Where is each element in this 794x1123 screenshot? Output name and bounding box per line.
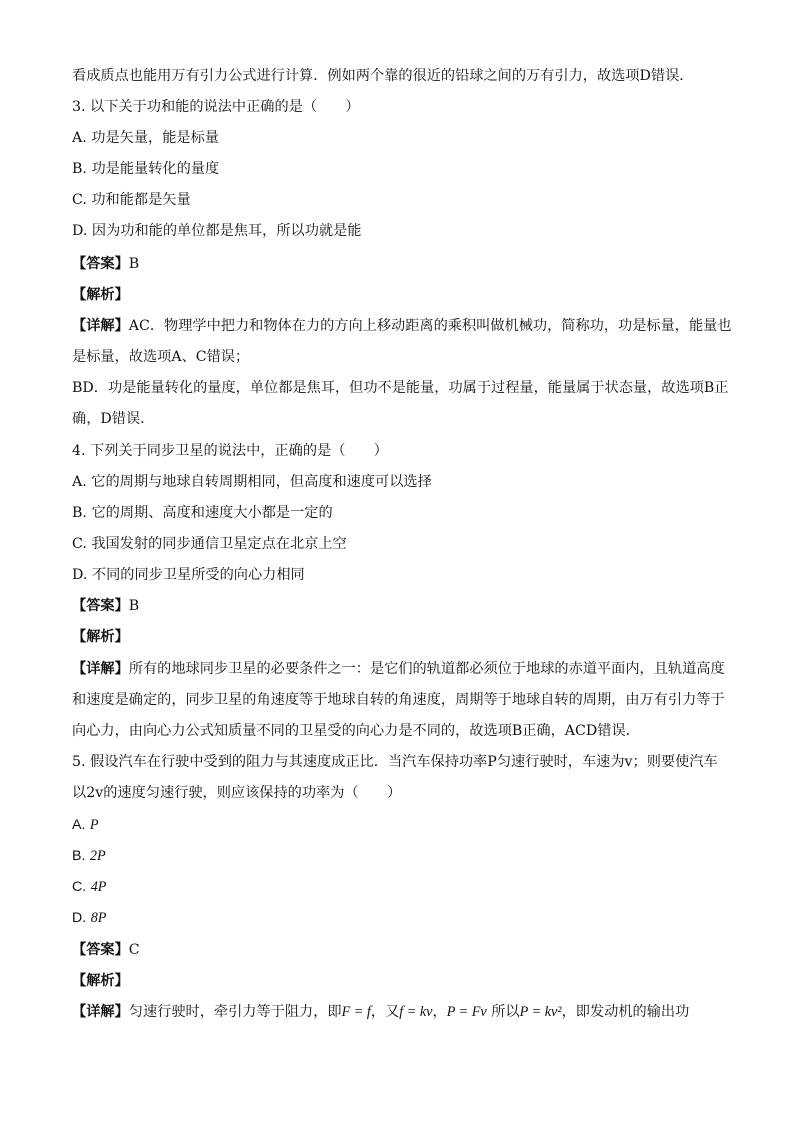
option-value: 8P [90,910,107,926]
q4-detail-line-3: 向心力，由向心力公式知质量不同的卫星受的向心力是不同的，故选项B正确，ACD错误． [72,723,640,739]
q3-detail-line-3: BD．功是能量转化的量度，单位都是焦耳，但功不是能量，功属于过程量，能量属于状态量，故选项B正 [72,380,729,396]
q3-option-c: C. 功和能都是矢量 [72,192,191,208]
q4-analysis-tag [72,627,734,647]
detail-tag: 【详解】 [72,1004,129,1020]
q4-stem: 4. 下列关于同步卫星的说法中，正确的是（ ） [72,443,388,459]
detail-text: ，即发动机的输出功 [561,1004,690,1020]
answer-tag: 【答案】 [72,598,129,614]
q4-answer [72,596,734,616]
q4-option-d: D. 不同的同步卫星所受的向心力相同 [72,567,305,583]
q5-analysis-tag [72,971,734,991]
option-label: B. [72,848,86,864]
q3-option-d: D. 因为功和能的单位都是焦耳，所以功就是能 [72,223,362,239]
q4-detail-line-1 [72,659,734,679]
q3-detail-line-1 [72,316,734,336]
q5-option-d [72,908,734,928]
q5-option-b [72,846,734,866]
q3-answer [72,254,734,274]
q5-option-c [72,877,734,897]
option-label: D. [72,910,87,926]
equation-f-equals-kv: f = kv [399,1004,433,1020]
answer-value: C [128,942,140,958]
detail-text: AC．物理学中把力和物体在力的方向上移动距离的乘积叫做机械功，简称功，功是标量，能量也 [128,318,732,334]
q3-option-a: A. 功是矢量，能是标量 [72,130,219,146]
q5-stem-line-2: 以2v的速度匀速行驶，则应该保持的功率为（ ） [72,785,402,801]
detail-text: ， [432,1004,447,1020]
q3-detail-line-4: 确，D错误． [72,411,155,427]
q3-option-b: B. 功是能量转化的量度 [72,161,220,177]
option-value: P [89,817,99,833]
detail-text: 所有的地球同步卫星的必要条件之一：是它们的轨道都必须位于地球的赤道平面内，且轨道高度 [128,661,725,677]
detail-tag: 【详解】 [72,661,129,677]
analysis-tag: 【解析】 [72,629,129,645]
q3-detail-line-2: 是标量，故选项A、C错误； [72,349,250,365]
answer-value: B [128,256,140,272]
detail-tag: 【详解】 [72,318,129,334]
q5-detail-line-1 [72,1002,734,1022]
analysis-tag: 【解析】 [72,287,129,303]
option-value: 2P [89,848,106,864]
detail-text: ，又 [370,1004,400,1020]
q3-stem: 3. 以下关于功和能的说法中正确的是（ ） [72,99,360,115]
q4-option-b: B. 它的周期、高度和速度大小都是一定的 [72,505,333,521]
analysis-tag: 【解析】 [72,973,129,989]
q3-analysis-tag [72,285,734,305]
q4-option-c: C. 我国发射的同步通信卫星定点在北京上空 [72,536,347,552]
answer-tag: 【答案】 [72,942,129,958]
equation-f-equals-f: F = f [341,1004,371,1020]
answer-tag: 【答案】 [72,256,129,272]
detail-text: 所以 [486,1004,520,1020]
q4-detail-line-2: 和速度是确定的，同步卫星的角速度等于地球自转的角速度，周期等于地球自转的周期，由万有引力等于 [72,692,725,708]
q5-option-a [72,815,734,835]
q5-stem-line-1: 5. 假设汽车在行驶中受到的阻力与其速度成正比．当汽车保持功率P匀速行驶时，车速为v；则要使汽车 [72,754,718,770]
intro-text: 看成质点也能用万有引力公式进行计算．例如两个靠的很近的铅球之间的万有引力，故选项D错误． [72,68,694,84]
option-value: 4P [90,879,107,895]
answer-value: B [128,598,140,614]
q5-answer [72,940,734,960]
equation-p-equals-fv: P = Fv [446,1004,487,1020]
option-label: C. [72,879,87,895]
detail-text: 匀速行驶时，牵引力等于阻力，即 [128,1004,342,1020]
option-label: A. [72,817,86,833]
equation-p-equals-kv2: P = kv² [519,1004,562,1020]
q4-option-a: A. 它的周期与地球自转周期相同，但高度和速度可以选择 [72,474,432,490]
